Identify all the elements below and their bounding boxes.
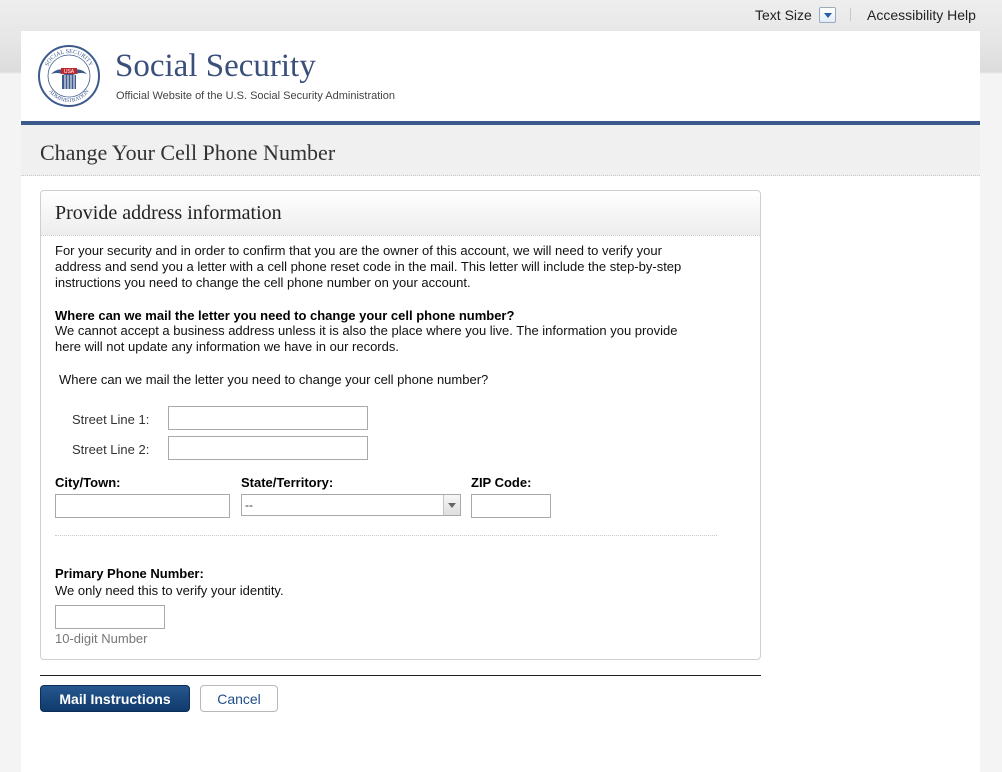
street-line-1-label: Street Line 1: — [72, 412, 150, 427]
main-page — [21, 31, 980, 772]
state-select-value: -- — [245, 498, 253, 512]
chevron-down-icon — [824, 13, 832, 18]
section-divider — [55, 535, 717, 536]
phone-label: Primary Phone Number: — [55, 566, 204, 581]
brand-name[interactable]: Social Security — [115, 48, 316, 84]
utility-bar — [0, 0, 1002, 31]
street-line-2-input[interactable] — [168, 436, 368, 460]
mail-question-heading: Where can we mail the letter you need to change your cell phone number? — [55, 308, 515, 323]
ssa-seal-logo[interactable] — [37, 44, 101, 108]
divider — [850, 8, 851, 21]
page-title: Change Your Cell Phone Number — [40, 140, 336, 165]
zip-label: ZIP Code: — [471, 475, 532, 490]
svg-text:ADMINISTRATION: ADMINISTRATION — [47, 88, 91, 105]
state-select[interactable] — [241, 494, 461, 516]
city-label: City/Town: — [55, 475, 121, 490]
address-panel — [40, 190, 761, 660]
svg-text:USA: USA — [63, 69, 75, 75]
text-size-dropdown-button[interactable] — [819, 7, 836, 23]
site-tagline: Official Website of the U.S. Social Security Administration — [116, 90, 395, 102]
intro-text: For your security and in order to confirm that you are the owner of this account, we will need to verify your address and send you a letter with a cell phone reset code in the mail. This letter will include the step-by-step instructions you need to change the cell phone number on your account. — [55, 243, 682, 290]
phone-hint: 10-digit Number — [55, 631, 148, 646]
text-size-label[interactable]: Text Size — [755, 7, 812, 23]
accessibility-help-link[interactable]: Accessibility Help — [867, 7, 976, 23]
state-label: State/Territory: — [241, 475, 334, 490]
select-arrow[interactable] — [443, 495, 460, 515]
page-title-bar — [21, 125, 980, 176]
zip-input[interactable] — [471, 494, 551, 518]
phone-input[interactable] — [55, 605, 165, 629]
panel-heading: Provide address information — [55, 202, 282, 224]
cancel-button[interactable]: Cancel — [200, 685, 278, 712]
phone-note: We only need this to verify your identity. — [55, 583, 284, 598]
chevron-down-icon — [448, 503, 456, 508]
city-input[interactable] — [55, 494, 230, 518]
actions-divider — [40, 675, 761, 676]
street-line-1-input[interactable] — [168, 406, 368, 430]
street-line-2-label: Street Line 2: — [72, 442, 150, 457]
mail-instructions-button[interactable]: Mail Instructions — [40, 685, 190, 712]
panel-header — [41, 191, 760, 236]
mail-question-prompt: Where can we mail the letter you need to change your cell phone number? — [59, 372, 489, 387]
site-header — [21, 31, 980, 121]
business-address-note: We cannot accept a business address unless it is also the place where you live. The information you provide here will not update any information we have in our records. — [55, 323, 678, 354]
svg-text:SOCIAL SECURITY: SOCIAL SECURITY — [44, 48, 94, 68]
